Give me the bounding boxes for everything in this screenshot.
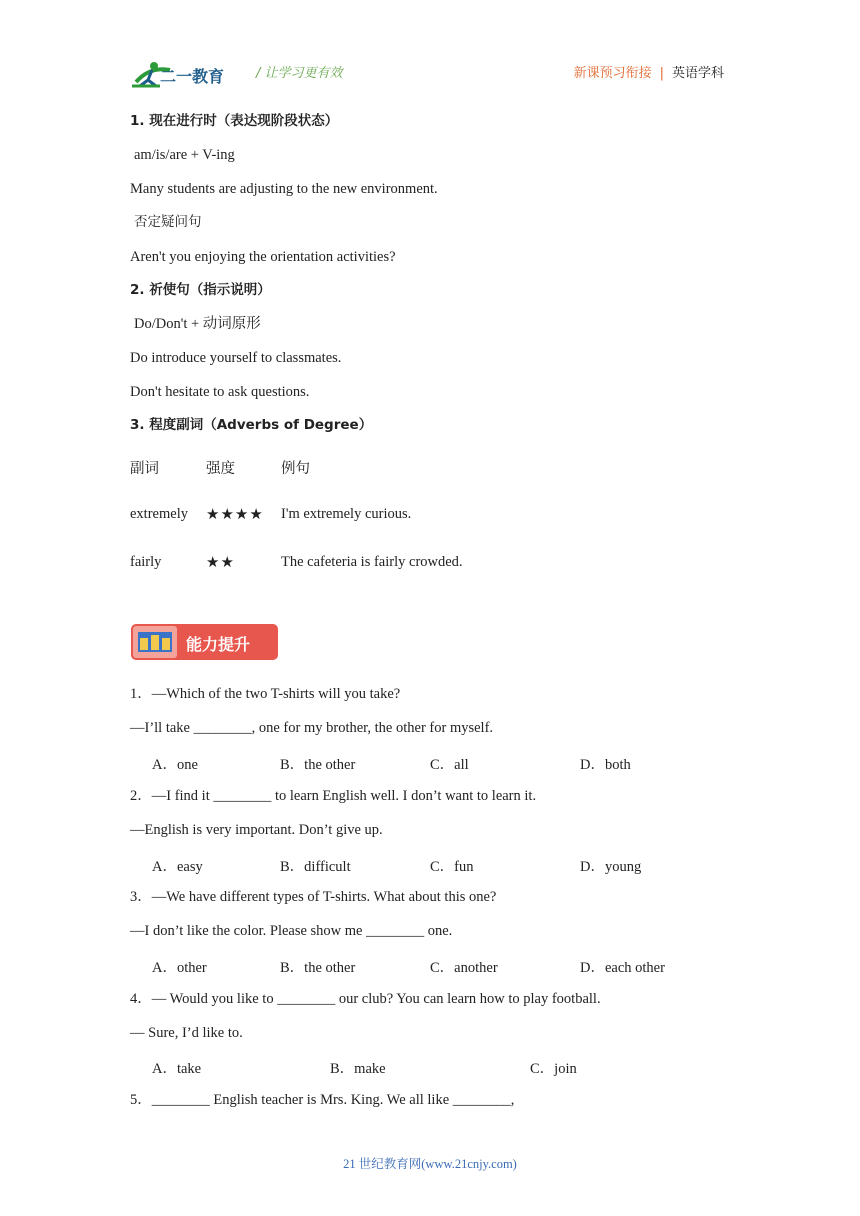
- q3-option-c[interactable]: C．another: [430, 960, 498, 976]
- header-slogan: / 让学习更有效: [256, 66, 343, 81]
- section-2-title: 2. 祈使句（指示说明）: [130, 282, 271, 298]
- section-1-example-1: Many students are adjusting to the new environment.: [130, 181, 438, 197]
- section-1-title: 1. 现在进行时（表达现阶段状态）: [130, 113, 339, 129]
- banner-label: 能力提升: [186, 635, 251, 654]
- section-1-note: 否定疑问句: [134, 214, 202, 230]
- question-2: 2．—I find it ________ to learn English well. I don’t want to learn it.: [130, 788, 537, 804]
- header-right: [574, 62, 724, 81]
- table-cell-adverb: extremely: [130, 506, 188, 522]
- page-footer[interactable]: 21 世纪教育网(www.21cnjy.com): [343, 1157, 517, 1171]
- question-3: 3．—We have different types of T-shirts. What about this one?: [130, 889, 497, 905]
- section-2-example-1: Do introduce yourself to classmates.: [130, 350, 342, 366]
- question-5: 5．________ English teacher is Mrs. King. We all like ________,: [130, 1092, 515, 1108]
- q1-option-b[interactable]: B．the other: [280, 757, 356, 773]
- q4-option-c[interactable]: C．join: [530, 1061, 577, 1077]
- q4-option-a[interactable]: A．take: [152, 1061, 202, 1077]
- q1-option-a[interactable]: A．one: [152, 757, 198, 773]
- section-1-formula: am/is/are + V-ing: [134, 147, 235, 163]
- section-3-title: 3. 程度副词（Adverbs of Degree）: [130, 417, 373, 433]
- section-2-example-2: Don't hesitate to ask questions.: [130, 384, 310, 400]
- table-cell-example: The cafeteria is fairly crowded.: [281, 554, 463, 570]
- question-1: 1．—Which of the two T-shirts will you take?: [130, 686, 401, 702]
- question-1-line-2: —I’ll take ________, one for my brother, the other for myself.: [130, 720, 494, 736]
- table-cell-example: I'm extremely curious.: [281, 506, 412, 522]
- section-2-formula: Do/Don't + 动词原形: [134, 316, 261, 332]
- question-3-line-2: —I don’t like the color. Please show me ________ one.: [130, 923, 453, 939]
- q3-option-d[interactable]: D．each other: [580, 960, 665, 976]
- table-header-strength: 强度: [206, 461, 235, 477]
- table-cell-strength: ★★: [206, 553, 235, 571]
- q3-option-b[interactable]: B．the other: [280, 960, 356, 976]
- site-logo: [130, 58, 242, 90]
- subject-label: 英语学科: [671, 66, 724, 81]
- section-1-example-2: Aren't you enjoying the orientation activities?: [130, 249, 396, 265]
- header-separator: |: [659, 66, 664, 81]
- q2-option-b[interactable]: B．difficult: [280, 859, 351, 875]
- q1-option-d[interactable]: D．both: [580, 757, 631, 773]
- q2-option-a[interactable]: A．easy: [152, 859, 203, 875]
- question-4: 4．— Would you like to ________ our club? You can learn how to play football.: [130, 991, 601, 1007]
- table-header-adverb: 副词: [130, 461, 159, 477]
- table-header-example: 例句: [281, 461, 310, 477]
- q1-option-c[interactable]: C．all: [430, 757, 469, 773]
- table-cell-strength: ★★★★: [206, 505, 264, 523]
- q3-option-a[interactable]: A．other: [152, 960, 207, 976]
- q4-option-b[interactable]: B．make: [330, 1061, 386, 1077]
- q2-option-c[interactable]: C．fun: [430, 859, 474, 875]
- logo-text: 二一教育: [160, 67, 225, 86]
- question-4-line-2: — Sure, I’d like to.: [130, 1025, 243, 1041]
- q2-option-d[interactable]: D．young: [580, 859, 642, 875]
- table-cell-adverb: fairly: [130, 554, 162, 570]
- ability-banner: [130, 622, 280, 662]
- course-title: 新课预习衔接: [573, 66, 652, 81]
- question-2-line-2: —English is very important. Don’t give up.: [130, 822, 383, 838]
